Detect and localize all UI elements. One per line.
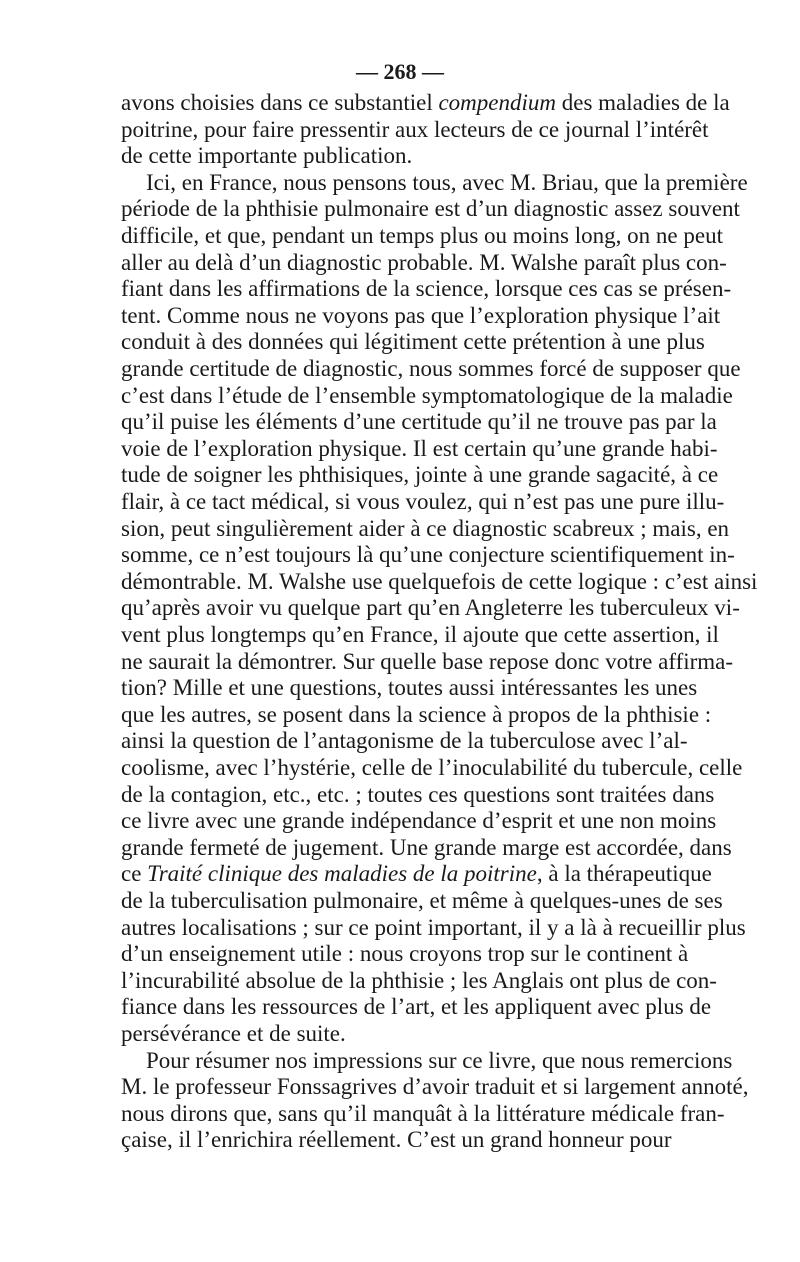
- text-line: [121, 941, 689, 968]
- text-run: tion? Mille et une questions, toutes aussi intéressantes les unes: [121, 675, 698, 701]
- text-run: qu’il puise les éléments d’une certitude qu’il ne trouve pas par la: [121, 409, 717, 435]
- text-run: des maladies de la: [556, 90, 730, 115]
- text-run: l’incurabilité absolue de la phthisie ; les Anglais ont plus de con-: [121, 967, 717, 993]
- text-line: [121, 967, 717, 995]
- text-line: [121, 834, 732, 862]
- page-number: — 268 —: [356, 59, 444, 84]
- text-run: qu’après avoir vu quelque part qu’en Angleterre les tuberculeux vi-: [121, 595, 740, 621]
- text-line: [121, 1074, 749, 1101]
- text-run: Ici, en France, nous pensons tous, avec M. Briau, que la première: [146, 169, 748, 195]
- text-run: flair, à ce tact médical, si vous voulez, qui n’est pas une pure illu-: [121, 489, 725, 514]
- text-run: conduit à des données qui légitiment cette prétention à une plus: [121, 329, 705, 355]
- text-line: [121, 701, 712, 729]
- text-run: ne saurait la démontrer. Sur quelle base repose donc votre affirma-: [121, 648, 734, 674]
- text-run: çaise, il l’enrichira réellement. C’est un grand honneur pour: [121, 1127, 672, 1153]
- text-line: [121, 888, 723, 915]
- text-line: [121, 302, 721, 330]
- text-run: nous dirons que, sans qu’il manquât à la littérature médicale fran-: [121, 1100, 725, 1126]
- text-run: ce: [121, 861, 148, 887]
- text-line: [121, 223, 723, 250]
- text-line: [121, 568, 758, 596]
- text-run: poitrine, pour faire pressentir aux lecteurs de ce journal l’intérêt: [121, 116, 709, 142]
- text-run: avons choisies dans ce substantiel: [121, 90, 439, 115]
- text-run: difficile, et que, pendant un temps plus ou moins long, on ne peut: [121, 223, 723, 248]
- text-line: [121, 622, 719, 649]
- text-run: voie de l’exploration physique. Il est certain qu’une grande habi-: [121, 435, 718, 461]
- text-line: [121, 675, 698, 702]
- italic-title: compendium: [438, 90, 556, 115]
- text-line: [121, 914, 746, 942]
- text-line: [121, 542, 735, 569]
- text-run: que les autres, se posent dans la science à propos de la phthisie :: [121, 701, 712, 727]
- text-line: [121, 382, 733, 410]
- text-line: [121, 861, 712, 888]
- text-run: vent plus longtemps qu’en France, il ajoute que cette assertion, il: [121, 622, 719, 647]
- text-line: [121, 755, 743, 782]
- text-run: c’est dans l’étude de l’ensemble symptomatologique de la maladie: [121, 382, 733, 408]
- text-line: [121, 994, 712, 1021]
- text-run: ce livre avec une grande indépendance d’esprit et une non moins: [121, 808, 717, 834]
- text-run: période de la phthisie pulmonaire est d’un diagnostic assez souvent: [121, 196, 740, 222]
- text-run: tent. Comme nous ne voyons pas que l’exploration physique l’ait: [121, 302, 721, 328]
- text-run: aller au delà d’un diagnostic probable. M. Walshe paraît plus con-: [121, 249, 727, 275]
- text-line: [121, 249, 727, 277]
- text-line: [121, 462, 719, 489]
- text-line: [121, 435, 718, 463]
- text-line: [121, 90, 730, 117]
- text-run: sion, peut singulièrement aider à ce diagnostic scabreux ; mais, en: [121, 515, 730, 541]
- text-run: de la tuberculisation pulmonaire, et même à quelques-unes de ses: [121, 888, 723, 913]
- text-line: [121, 356, 741, 383]
- text-line: [146, 169, 748, 197]
- text-run: de cette importante publication.: [121, 143, 413, 169]
- text-run: coolisme, avec l’hystérie, celle de l’inoculabilité du tubercule, celle: [121, 755, 743, 780]
- text-run: , à la thérapeutique: [536, 861, 712, 887]
- text-run: somme, ce n’est toujours là qu’une conjecture scientifiquement in-: [121, 542, 735, 568]
- text-line: [146, 1047, 733, 1075]
- text-line: [121, 276, 732, 303]
- text-run: persévérance et de suite.: [121, 1021, 346, 1046]
- text-line: [121, 781, 715, 809]
- text-line: [121, 1100, 725, 1128]
- text-run: Pour résumer nos impressions sur ce livre, que nous remercions: [146, 1047, 733, 1073]
- text-run: autres localisations ; sur ce point important, il y a là à recueillir plus: [121, 914, 746, 940]
- text-line: [121, 143, 671, 170]
- text-run: fiant dans les affirmations de la science, lorsque ces cas se présen-: [121, 276, 732, 302]
- text-line: [121, 808, 717, 835]
- text-line: [121, 1021, 671, 1048]
- text-run: tude de soigner les phthisiques, jointe à une grande sagacité, à ce: [121, 462, 719, 488]
- text-line: [121, 196, 740, 223]
- text-run: grande fermeté de jugement. Une grande marge est accordée, dans: [121, 834, 732, 860]
- text-line: [121, 1127, 671, 1154]
- text-line: [121, 409, 717, 436]
- italic-title: Traité clinique des maladies de la poitrine: [147, 861, 537, 887]
- text-run: ainsi la question de l’antagonisme de la tuberculose avec l’al-: [121, 728, 688, 754]
- text-run: fiance dans les ressources de l’art, et les appliquent avec plus de: [121, 994, 712, 1020]
- text-run: d’un enseignement utile : nous croyons trop sur le continent à: [121, 941, 689, 967]
- text-line: [121, 648, 734, 676]
- text-run: grande certitude de diagnostic, nous sommes forcé de supposer que: [121, 356, 741, 381]
- text-line: [121, 595, 740, 622]
- text-line: [121, 116, 709, 144]
- text-line: [121, 489, 725, 516]
- text-line: [121, 728, 688, 755]
- text-run: démontrable. M. Walshe use quelquefois de cette logique : c’est ainsi: [121, 568, 758, 594]
- text-run: M. le professeur Fonssagrives d’avoir traduit et si largement annoté,: [121, 1074, 749, 1100]
- text-run: de la contagion, etc., etc. ; toutes ces questions sont traitées dans: [121, 781, 715, 807]
- text-line: [121, 329, 705, 356]
- text-line: [121, 515, 730, 543]
